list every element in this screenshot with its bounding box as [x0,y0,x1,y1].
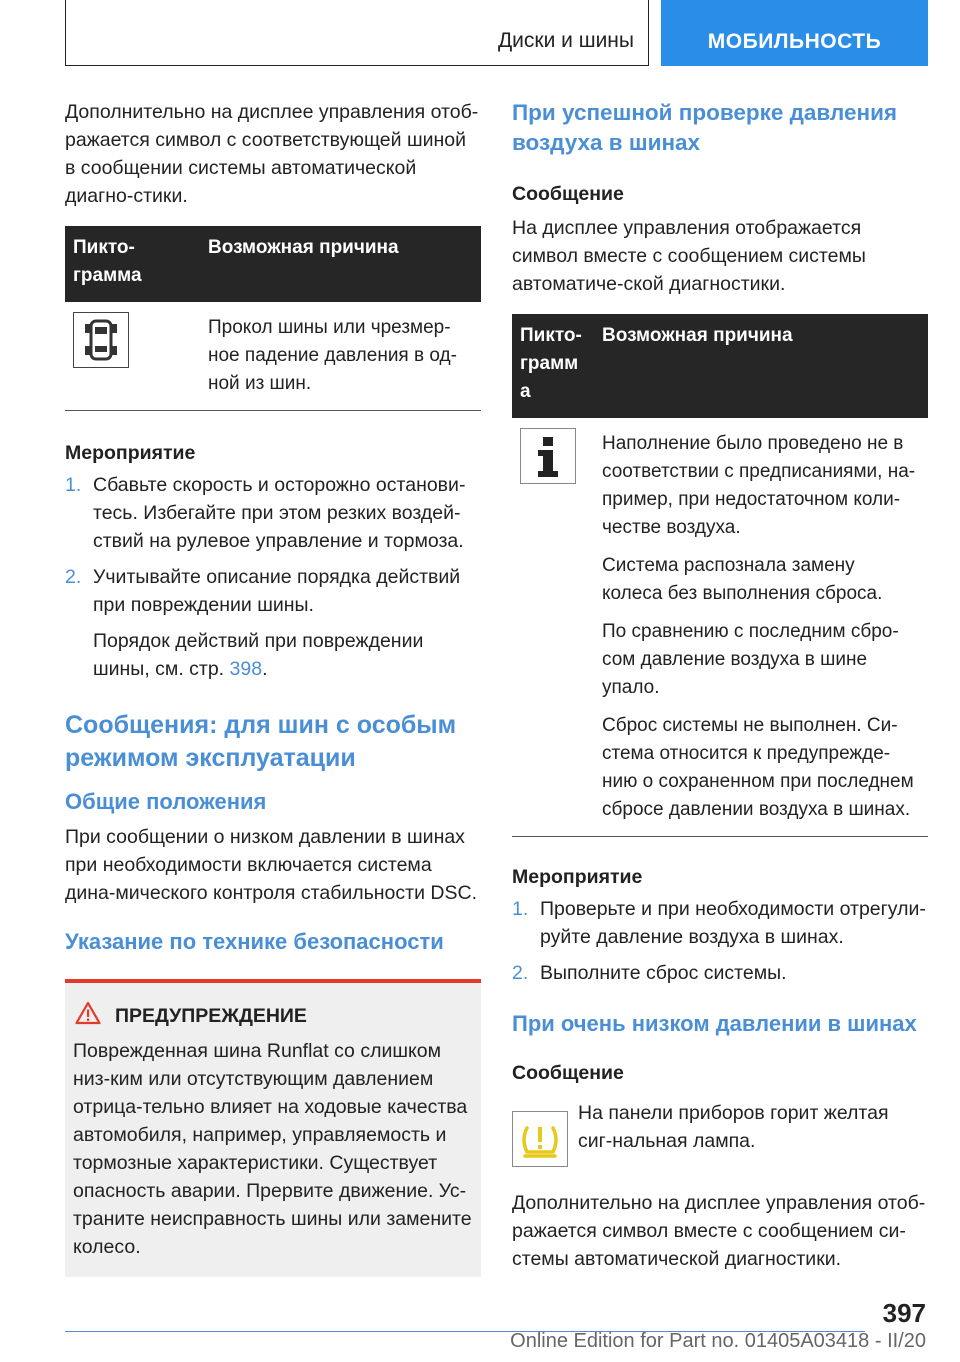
steps-list [512,895,928,987]
heading-success: При успешной проверке давления воздуха в шинах [512,100,898,155]
warning-text: Поврежденная шина Runflat со слишком низ-ким или отсутствующим давлением отрица-тельно влияет на ходовые качества автомобиля, например, управляемость и тормозные характеристики. Существует опасность аварии. Прервите движение. Ус-траните неисправность шины или замените колесо. [73,1040,472,1258]
pictogram-table [65,226,481,411]
cause-text: Сброс системы не выполнен. Си-стема относится к предупрежде-нию о сохраненном при последнем сбросе давлении воздуха в шинах. [602,715,914,820]
heading-safety: Указание по технике безопасности [65,929,444,954]
edition-text: Online Edition for Part no. 01405A03418 - II/20 [510,1330,926,1352]
lamp-text: На панели приборов горит желтая сиг-нальная лампа. [578,1102,889,1152]
warning-triangle-icon [75,1001,101,1031]
heading-low-pressure: При очень низком давлении в шинах [512,1011,917,1036]
list-item: 1. Сбавьте скорость и осторожно останови-тесь. Избегайте при этом резких воздей-ствий на рулевое управление и тормоза. [65,474,466,552]
cause-text: По сравнению с последним сбро-сом давление воздуха в шине упало. [602,621,899,698]
chapter-tab[interactable]: МОБИЛЬНОСТЬ [661,0,928,66]
warning-box [65,979,481,1277]
table-header-cause: Возможная причина [200,226,481,302]
steps-list [65,471,481,683]
list-item: 2. Учитывайте описание порядка действий при повреждении шины. Порядок действий при повреждении шины, см. стр. 398. [65,566,461,680]
heading-special-tires: Сообщения: для шин с особым режимом эксплуатации [65,711,457,772]
car-top-view-icon [73,312,129,368]
table-row [65,302,481,411]
page-number: 397 [882,1298,926,1328]
warning-title: ПРЕДУПРЕЖДЕНИЕ [115,1004,307,1027]
table-header-cause: Возможная причина [594,314,928,418]
table-header-pictogram: Пикто-грамма [65,226,200,302]
measure-heading: Мероприятие [65,442,196,464]
section-title: Диски и шины [65,0,649,66]
message-heading: Сообщение [512,1062,624,1084]
page-link[interactable]: 398 [229,658,263,680]
lamp-row [512,1099,928,1167]
final-text: Дополнительно на дисплее управления отоб-ражается символ вместе с сообщением си-стемы автоматической диагностики. [512,1192,926,1270]
message-heading: Сообщение [512,183,624,205]
table-header-pictogram: Пикто-грамм а [512,314,594,418]
heading-general: Общие положения [65,789,267,814]
cause-text: Наполнение было проведено не в соответствии с предписаниями, на-пример, при недостаточном коли-честве воздуха. [602,433,916,538]
list-item: 1. Проверьте и при необходимости отрегули-руйте давление воздуха в шинах. [512,898,926,948]
page-header [65,0,928,66]
pictogram-table-success [512,314,928,837]
measure-heading: Мероприятие [512,866,643,888]
general-text: При сообщении о низком давлении в шинах при необходимости включается система дина-мического контроля стабильности DSC. [65,826,477,904]
tire-pressure-warning-icon [512,1111,568,1167]
list-item: 2. Выполните сброс системы. [512,962,787,984]
cause-text: Прокол шины или чрезмер-ное падение давления в од-ной из шин. [200,302,481,411]
message-text: На дисплее управления отображается символ вместе с сообщением системы автоматиче-ской диагностики. [512,217,866,295]
cause-text: Система распознала замену колеса без выполнения сброса. [602,555,883,604]
table-row [512,418,928,837]
right-column [512,98,928,1273]
intro-text: Дополнительно на дисплее управления отоб-ражается символ с соответствующей шиной в сообщении системы автоматической диагно-стики. [65,101,479,207]
left-column [65,98,481,1277]
info-icon [520,428,576,484]
